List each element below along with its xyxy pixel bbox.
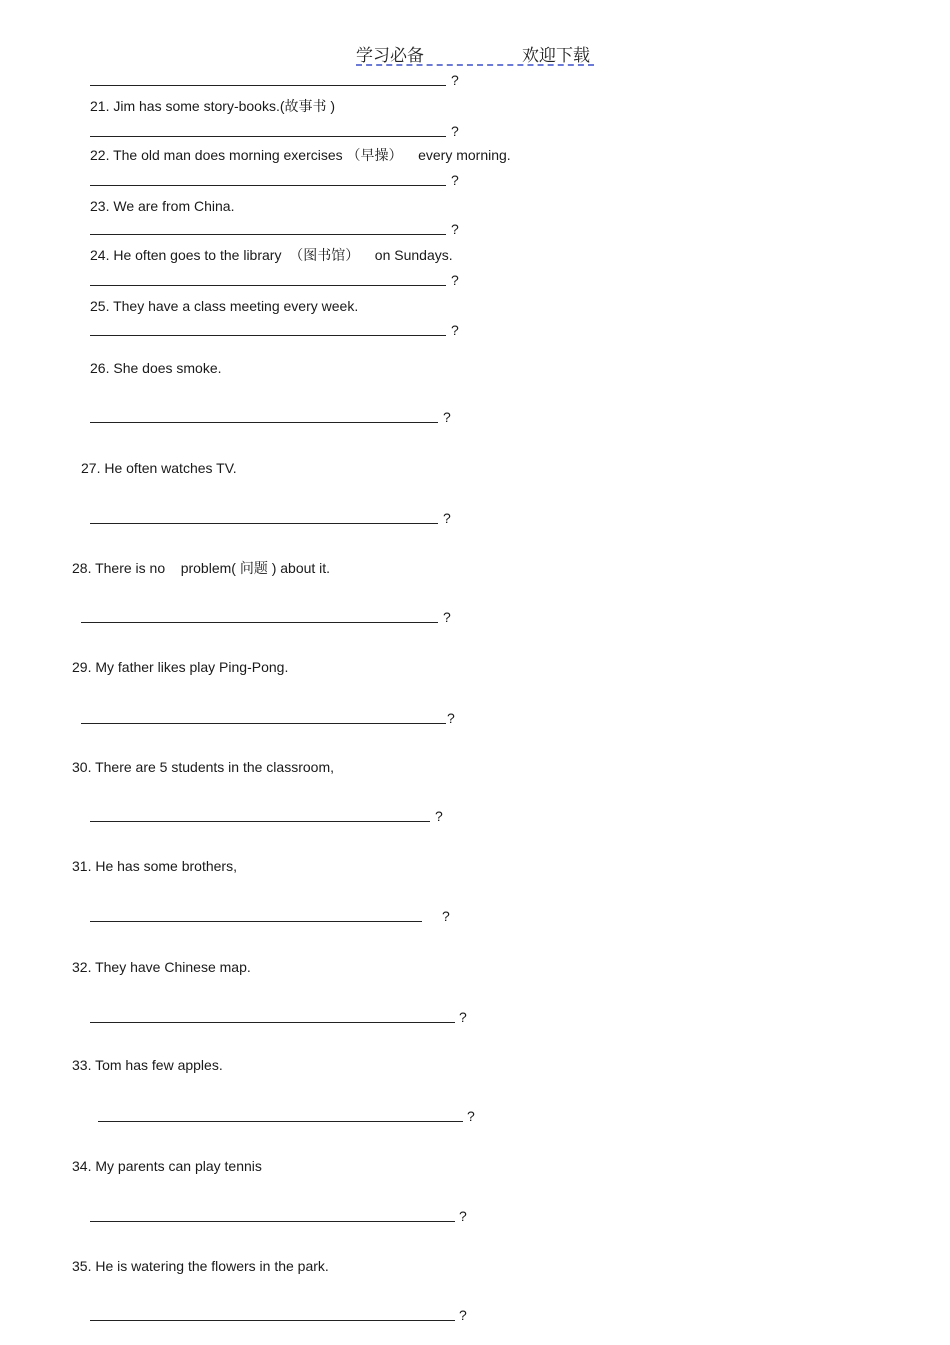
question-text: 34. My parents can play tennis: [72, 1158, 262, 1174]
question-text: 23. We are from China.: [90, 198, 235, 214]
question-mark: ?: [443, 510, 451, 526]
question-mark: ?: [459, 1009, 467, 1025]
answer-blank: [90, 335, 446, 336]
question-mark: ?: [443, 409, 451, 425]
answer-blank: [90, 523, 438, 524]
question-text: 21. Jim has some story-books.(故事书 ): [90, 98, 336, 114]
question-text: 31. He has some brothers,: [72, 858, 237, 874]
question-text: 24. He often goes to the library （图书馆） on Sundays.: [90, 247, 453, 263]
question-mark: ?: [459, 1208, 467, 1224]
question-text: 26. She does smoke.: [90, 360, 222, 376]
question-text: 30. There are 5 students in the classroom,: [72, 759, 334, 775]
question-text: 32. They have Chinese map.: [72, 959, 251, 975]
question-text: 33. Tom has few apples.: [72, 1057, 223, 1073]
answer-blank: [81, 622, 438, 623]
answer-blank: [98, 1121, 463, 1122]
answer-blank: [90, 422, 438, 423]
answer-blank: [90, 85, 446, 86]
answer-blank: [90, 821, 430, 822]
answer-blank: [90, 185, 446, 186]
question-mark: ?: [443, 609, 451, 625]
question-mark: ?: [451, 272, 459, 288]
answer-blank: [90, 1320, 455, 1321]
question-mark: ?: [451, 123, 459, 139]
question-text: 27. He often watches TV.: [81, 460, 237, 476]
question-mark: ?: [451, 322, 459, 338]
answer-blank: [90, 1022, 455, 1023]
answer-blank: [90, 921, 422, 922]
question-mark: ?: [467, 1108, 475, 1124]
question-text: 35. He is watering the flowers in the park.: [72, 1258, 329, 1274]
question-mark: ?: [451, 221, 459, 237]
answer-blank: [81, 723, 446, 724]
question-mark: ?: [442, 908, 450, 924]
question-mark: ?: [451, 172, 459, 188]
answer-blank: [90, 234, 446, 235]
answer-blank: [90, 136, 446, 137]
page-header: [356, 40, 594, 66]
header-left-text: 学习必备: [356, 46, 424, 66]
header-right-text: 欢迎下载: [522, 46, 590, 66]
answer-blank: [90, 285, 446, 286]
answer-blank: [90, 1221, 455, 1222]
question-mark: ?: [459, 1307, 467, 1323]
question-text: 25. They have a class meeting every week.: [90, 298, 359, 314]
question-text: 29. My father likes play Ping-Pong.: [72, 659, 289, 675]
question-text: 22. The old man does morning exercises （早操） every morning.: [90, 147, 511, 163]
question-mark: ?: [435, 808, 443, 824]
question-text: 28. There is no problem( 问题 ) about it.: [72, 560, 331, 576]
question-mark: ?: [451, 72, 459, 88]
question-mark: ?: [447, 710, 455, 726]
